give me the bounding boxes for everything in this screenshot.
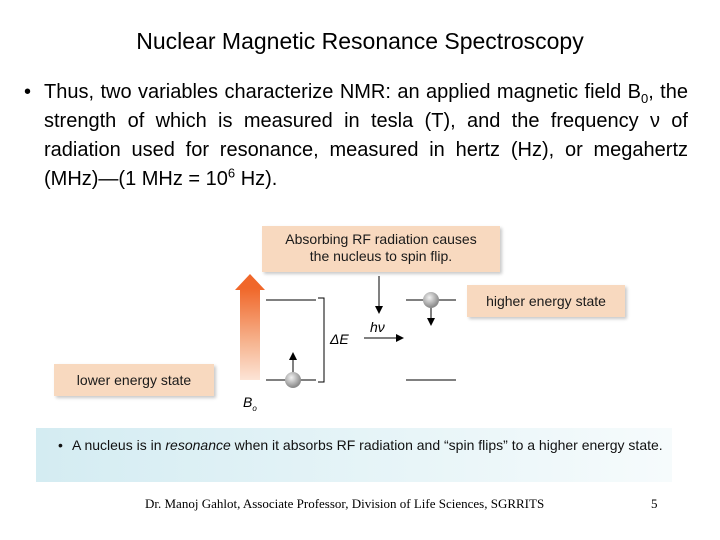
footer-credit: Dr. Manoj Gahlot, Associate Professor, Division of Life Sciences, SGRRITS: [145, 496, 545, 511]
bullet-marker: •: [24, 81, 32, 103]
slide-title: Nuclear Magnetic Resonance Spectroscopy: [136, 28, 584, 54]
note-marker: •: [58, 437, 63, 453]
delta-e-bracket: [318, 298, 324, 382]
b0-label-subscript: o: [252, 403, 257, 413]
callout-spin-flip-line2: the nucleus to spin flip.: [309, 248, 453, 264]
resonance-note-box: [36, 428, 672, 482]
bullet-text-part-4: Hz).: [235, 168, 278, 190]
resonance-note-text: [72, 436, 672, 454]
note-text-a: A nucleus is in: [72, 437, 166, 453]
nu-symbol: ν: [649, 110, 660, 132]
lower-energy-state-label: lower energy state: [54, 364, 214, 396]
b0-subscript: 0: [640, 91, 649, 106]
bullet-text-part-1: Thus, two variables characterize NMR: an applied magnetic field B: [44, 81, 641, 103]
delta-e-label: ΔE: [330, 331, 349, 347]
note-text-b: when it absorbs RF radiation and “spin flips” to a higher energy state.: [230, 437, 663, 453]
b0-letter: B: [243, 394, 253, 410]
exponent-superscript: 6: [227, 165, 236, 181]
bullet-text-part-2: , the strength of which is measured in tesla (T), and the frequency: [44, 81, 688, 132]
bullet-text-part-3: of radiation used for resonance, measured in hertz (Hz), or megahertz (MHz)—(1 MHz = 10: [44, 110, 688, 190]
nucleus-upper: [423, 292, 439, 308]
higher-energy-state-label: higher energy state: [467, 285, 625, 317]
nucleus-lower: [285, 372, 301, 388]
page-number: 5: [651, 496, 658, 511]
callout-spin-flip-line1: Absorbing RF radiation causes: [285, 231, 477, 247]
note-text-italic: resonance: [165, 437, 231, 453]
h-nu-label: hν: [370, 319, 385, 335]
